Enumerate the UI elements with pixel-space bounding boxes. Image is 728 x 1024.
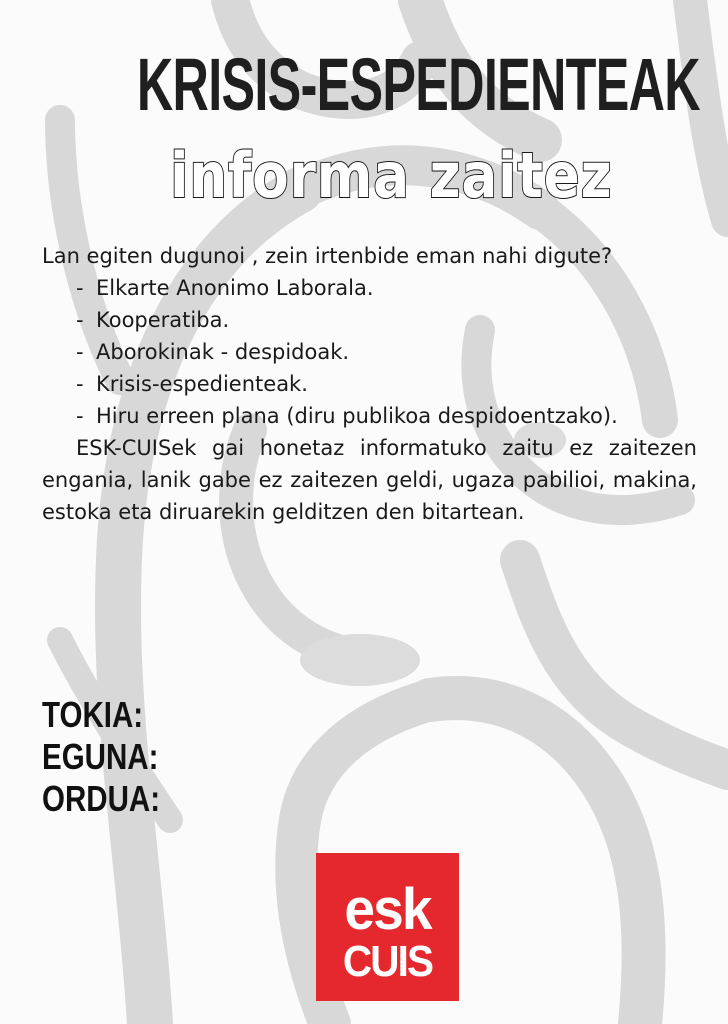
place-label: TOKIA:	[42, 694, 144, 735]
event-info-block	[42, 694, 342, 820]
poster-subtitle: informa zaitez	[170, 139, 613, 212]
logo-text-cuis: CUIS	[342, 937, 433, 986]
day-label: EGUNA:	[42, 736, 159, 777]
option-item: - Aborokinak - despidoak.	[76, 336, 697, 368]
poster-title: KRISIS-ESPEDIENTEAK	[136, 43, 700, 126]
option-item: - Elkarte Anonimo Laborala.	[76, 272, 697, 304]
intro-paragraph: Lan egiten dugunoi , zein irtenbide eman nahi digute?	[42, 244, 613, 268]
body-text	[42, 240, 697, 528]
option-item: - Hiru erreen plana (diru publikoa despidoentzako).	[76, 400, 697, 432]
logo-text-esk: esk	[344, 877, 431, 942]
option-item: - Krisis-espedienteak.	[76, 368, 697, 400]
esk-cuis-logo	[316, 853, 459, 1001]
time-label: ORDUA:	[42, 778, 161, 819]
options-list	[42, 272, 697, 432]
closing-paragraph: ESK-CUISek gai honetaz informatuko zaitu ez zaitezen engania, lanik gabe ez zaitezen geldi, ugaza pabilioi, makina, estoka eta diruarekin gelditzen den bitartean.	[42, 436, 697, 524]
option-item: - Kooperatiba.	[76, 304, 697, 336]
